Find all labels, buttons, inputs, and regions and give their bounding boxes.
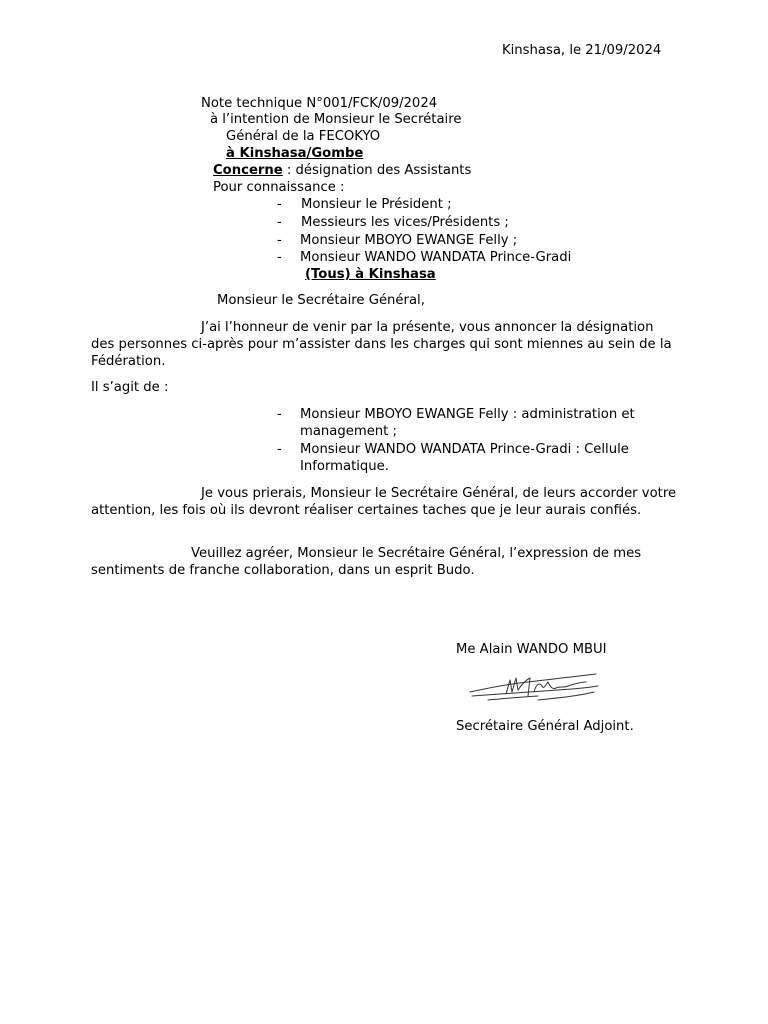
recipient-location: à Kinshasa/Gombe (226, 146, 364, 161)
cc-item: Monsieur MBOYO EWANGE Felly ; (300, 233, 518, 248)
cc-location: (Tous) à Kinshasa (305, 267, 436, 282)
pour-connaissance: Pour connaissance : (213, 180, 345, 195)
list-marker: - (277, 197, 282, 212)
intention-line-2: Général de la FECOKYO (226, 129, 381, 144)
cc-item: Monsieur WANDO WANDATA Prince-Gradi (300, 250, 572, 265)
assignment-item: Monsieur MBOYO EWANGE Felly : administration et management ; (300, 407, 635, 439)
il-sagit-de: Il s’agit de : (91, 380, 169, 395)
handwritten-signature (468, 670, 600, 706)
list-marker: - (277, 215, 282, 230)
signatory-title: Secrétaire Général Adjoint. (456, 719, 634, 734)
list-marker: - (277, 233, 282, 248)
list-marker: - (277, 442, 282, 457)
place-date: Kinshasa, le 21/09/2024 (502, 43, 662, 58)
salutation: Monsieur le Secrétaire Général, (217, 293, 425, 308)
concerne-label: Concerne (213, 163, 283, 178)
note-reference: Note technique N°001/FCK/09/2024 (201, 96, 438, 111)
closing-paragraph: Veuillez agréer, Monsieur le Secrétaire Général, l’expression de mes sentiments de franche collaboration, dans un esprit Budo. (91, 546, 642, 578)
cc-item: Messieurs les vices/Présidents ; (301, 215, 509, 230)
cc-item: Monsieur le Président ; (301, 197, 452, 212)
concerne-text: : désignation des Assistants (282, 163, 472, 178)
concerne-line (213, 162, 471, 179)
signatory-name: Me Alain WANDO MBUI (456, 642, 607, 657)
list-marker: - (277, 250, 282, 265)
list-marker: - (277, 407, 282, 422)
intro-paragraph: J’ai l’honneur de venir par la présente, vous annoncer la désignation des personnes ci-après pour m’assister dans les charges qui sont miennes au sein de la Fédération. (91, 320, 672, 369)
assignment-item: Monsieur WANDO WANDATA Prince-Gradi : Cellule Informatique. (300, 442, 629, 474)
request-paragraph: Je vous prierais, Monsieur le Secrétaire Général, de leurs accorder votre attention, les fois où ils devront réaliser certaines taches que je leur aurais confiés. (91, 486, 677, 518)
intention-line-1: à l’intention de Monsieur le Secrétaire (210, 112, 462, 127)
